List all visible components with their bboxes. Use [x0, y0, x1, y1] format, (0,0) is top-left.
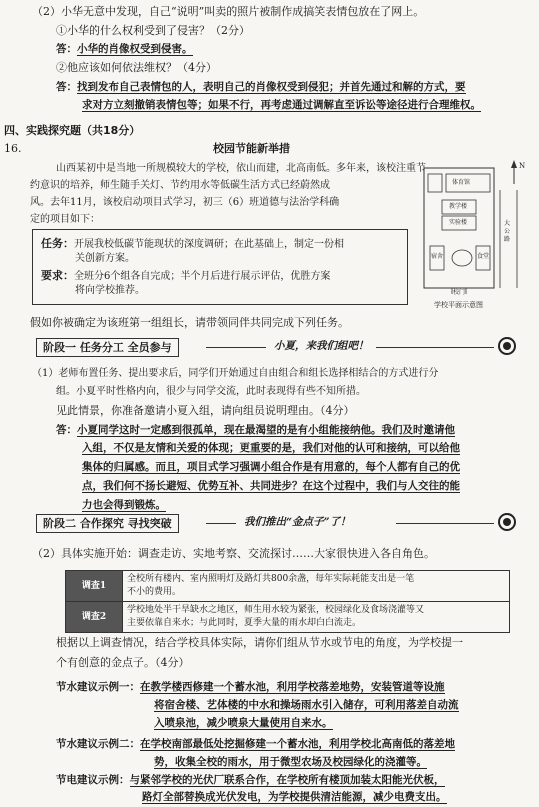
requirement-text: 将向学校推荐。	[75, 285, 145, 296]
intro-line: 山西某初中是当地一所规模较大的学校，依山而建，北高南低。多年来，该校注重节	[56, 163, 426, 174]
answer-label: 答：	[56, 81, 77, 93]
map-label-gym: 体育馆	[452, 179, 471, 186]
campus-map	[422, 160, 534, 315]
table-row	[66, 602, 510, 633]
campus-map-svg	[422, 160, 534, 315]
table-head: 调查1	[66, 571, 123, 602]
swirl-icon	[498, 513, 516, 531]
map-label-canteen: 食堂	[477, 253, 490, 260]
answer-line: 力也会得到锻炼。	[82, 499, 166, 511]
instruction: 假如你被确定为该班第一组组长，请带领同伴共同完成下列任务。	[30, 316, 349, 329]
question-2-line: 个有创意的金点子。（4分）	[56, 656, 190, 669]
answer-2-line2: 求对方立刻撤销表情包等；如果不行，再考虑通过调解直至诉讼等途径进行合理维权。	[82, 99, 481, 111]
answer-text: 找到发布自己表情包的人，表明自己的肖像权受到侵犯；并首先通过和解的方式，要	[77, 81, 466, 93]
example-line: 将宿舍楼、艺体楼的中水和操场雨水引入储存，可利用落差自动流	[154, 699, 459, 711]
stage-2-speech: 我们推出“金点子”了！	[244, 516, 351, 528]
answer-text: 小华的肖像权受到侵害。	[77, 43, 193, 55]
task-box	[32, 229, 408, 305]
answer-label: 答：	[56, 43, 77, 55]
example-row: 节水建议示例二：在学校南部最低处挖掘修建一个蓄水池，利用学校北高南低的落差地	[56, 738, 455, 750]
example-line: 入喷泉池，减少喷泉大量使用自来水。	[154, 717, 333, 729]
task-label: 任务：	[41, 237, 74, 250]
map-label-gate: 校门	[453, 289, 466, 296]
banner-rule	[396, 523, 494, 524]
stage-2-banner	[36, 514, 521, 533]
answer-line: 集体的归属感。而且，项目式学习强调小组合作是有用意的，每个人都有自己的优	[82, 461, 460, 473]
answer-line: 入组，不仅是友情和关爱的体现；更重要的是，我们对他的认可和接纳，可以给他	[82, 442, 460, 454]
swirl-icon	[498, 337, 516, 355]
task-row: 任务：开展我校低碳节能现状的深度调研；在此基础上，制定一份相	[41, 237, 344, 250]
question-number: 16.	[4, 142, 22, 155]
map-caption: 学校平面示意图	[434, 301, 483, 309]
stage-1-label: 阶段一 任务分工 全员参与	[36, 338, 179, 357]
question-2-stem: （2）具体实施开始：调查走访、实地考察、交流探讨……大家很快进入各自角色。	[32, 547, 435, 560]
stage-1-speech: 小夏，来我们组吧！	[274, 340, 369, 352]
question-1-line: （1）老师布置任务、提出要求后，同学们开始通过自由组合和组长选择相结合的方式进行分	[32, 368, 439, 379]
example-label: 节电建议示例：	[56, 774, 130, 786]
answer-1	[56, 41, 193, 57]
map-label-dorm: 宿舍	[431, 253, 444, 260]
answer-line: 点，我们何不扬长避短、优势互补、共同进步？在这个过程中，我们与人交往的能	[82, 480, 460, 492]
table-row	[66, 571, 510, 602]
question-1-line: 组。小夏平时性格内向，很少与同学交流，此时表现得有些不知所措。	[56, 386, 366, 397]
answer-label: 答：	[56, 424, 77, 436]
table-cell: 全校所有楼内、室内照明灯及路灯共800余盏，每年实际耗能支出是一笔 不小的费用。	[123, 571, 510, 602]
table-cell: 学校地处半干旱缺水之地区，师生用水较为紧张，校园绿化及食场浇灌等又 主要依靠自来水；与此同时，夏季大量的雨水却白白流走。	[123, 602, 510, 633]
map-label-road: 大公路	[504, 220, 511, 243]
requirement-row: 要求：全班分6个组各自完成；半个月后进行展示评估，优胜方案	[41, 269, 331, 282]
question-stem: （2）小华无意中发现，自己“说明”叫卖的照片被制作成搞笑表情包放在了网上。	[32, 5, 425, 18]
north-arrow-label: N	[519, 162, 526, 170]
stage-2-label: 阶段二 合作探究 寻找突破	[36, 514, 179, 533]
example-row: 节电建议示例：与紧邻学校的光伏厂联系合作，在学校所有楼顶加装太阳能光伏板，	[56, 774, 445, 786]
table-head: 调查2	[66, 602, 123, 633]
example-line: 势，收集全校的雨水，用于微型农场及校园绿化的浇灌等。	[154, 756, 427, 768]
question-2-line: 根据以上调查情况，结合学校具体实际，请你们组从节水或节电的角度，为学校提一	[56, 636, 463, 649]
intro-line: 约意识的培养，师生随手关灯、节约用水等低碳生活方式已经蔚然成	[30, 180, 330, 191]
sub-question-1: ①小华的什么权利受到了侵害？（2分）	[56, 24, 250, 37]
sub-question-2: ②他应该如何依法维权？（4分）	[56, 61, 217, 74]
case-title: 校园节能新举措	[213, 142, 290, 155]
example-line: 路灯全部替换成光伏发电，为学校提供清洁能源，减少电费支出。	[142, 791, 447, 803]
survey-table	[65, 570, 510, 633]
intro-line: 风。去年11月，该校启动项目式学习，初三（6）班道德与法治学科确	[30, 197, 340, 208]
intro-line: 定的项目如下：	[30, 214, 100, 225]
section-heading: 四、实践探究题（共18分）	[4, 124, 141, 137]
task-text: 关创新方案。	[75, 253, 135, 264]
example-label: 节水建议示例一：	[56, 681, 140, 693]
stage-1-banner	[36, 338, 521, 357]
banner-rule	[206, 347, 266, 348]
banner-rule	[376, 347, 494, 348]
banner-rule	[206, 523, 236, 524]
example-row: 节水建议示例一：在教学楼西修建一个蓄水池，利用学校落差地势，安装管道等设施	[56, 681, 445, 693]
map-label-building1: 教学楼	[449, 203, 468, 210]
requirement-label: 要求：	[41, 269, 74, 282]
example-label: 节水建议示例二：	[56, 738, 140, 750]
map-label-building2: 实验楼	[449, 219, 468, 226]
question-1-line: 见此情景，你准备邀请小夏入组，请向组员说明理由。（4分）	[56, 404, 355, 417]
answer-2	[56, 79, 466, 95]
answer-row: 答：小夏同学这时一定感到很孤单，现在最渴望的是有小组能接纳他。我们及时邀请他	[56, 424, 455, 436]
